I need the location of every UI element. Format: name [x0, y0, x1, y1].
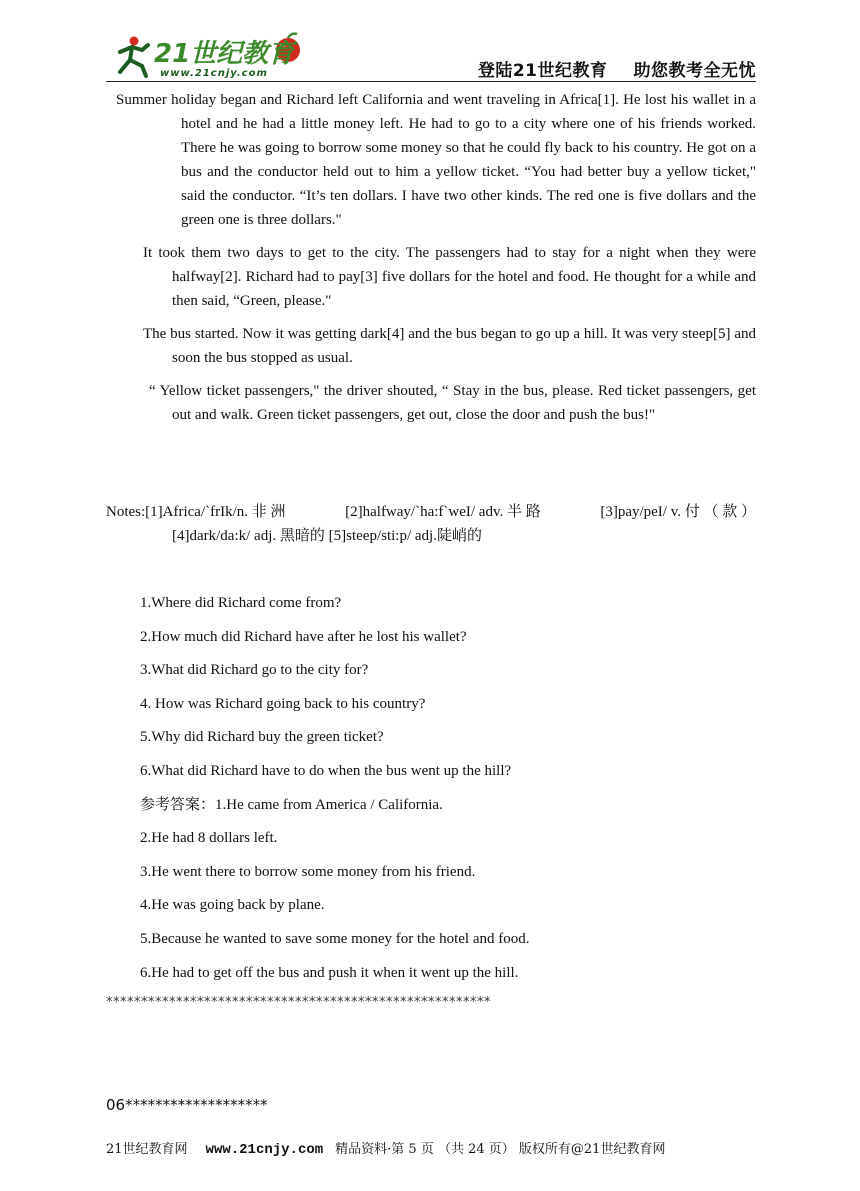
- note-item: [2]halfway/`ha:f`weI/ adv. 半 路: [345, 504, 541, 520]
- footer-right: 精品资料·第 5 页 （共 24 页） 版权所有@21世纪教育网: [335, 1142, 666, 1157]
- divider-stars: *******************************************************: [106, 995, 491, 1010]
- question-item: 4. How was Richard going back to his country?: [140, 695, 426, 712]
- question-item: 3.What did Richard go to the city for?: [140, 662, 369, 679]
- logo-url-text: www.21cnjy.com: [160, 68, 268, 79]
- questions-and-answers: [140, 591, 760, 994]
- logo: [112, 32, 308, 80]
- header-divider: [106, 81, 756, 82]
- notes-line-2: [4]dark/da:k/ adj. 黑暗的 [5]steep/sti:p/ adj.陡峭的: [172, 528, 482, 544]
- header-slogan-right: 助您教考全无忧: [633, 61, 756, 81]
- answer-item: 6.He had to get off the bus and push it when it went up the hill.: [140, 964, 519, 981]
- answer-item: 2.He had 8 dollars left.: [140, 830, 278, 847]
- question-item: 1.Where did Richard come from?: [140, 595, 342, 611]
- story-passage: [106, 88, 756, 436]
- question-item: 2.How much did Richard have after he lost his wallet?: [140, 628, 467, 645]
- story-paragraph-1: Summer holiday began and Richard left California and went traveling in Africa[1]. He lost his wallet in a hotel and he had a little money left. He had to go to a city where one of his friends worked. There he was going to borrow some money so that he could fly back to his country. He got on a bus and the conductor held out to him a yellow ticket. “You had better buy a yellow ticket," said the conductor. “It’s ten dollars. I have two other kinds. The red one is five dollars and the green one is three dollars.": [116, 92, 756, 228]
- page-header: [106, 30, 756, 82]
- story-paragraph-2: It took them two days to get to the city. The passengers had to stay for a night when they were halfway[2]. Richard had to pay[3] five dollars for the hotel and food. He thought for a while and then said, “Green, please.": [143, 245, 756, 309]
- question-item: 5.Why did Richard buy the green ticket?: [140, 729, 384, 746]
- note-item: [1]Africa/`frIk/n. 非 洲: [145, 504, 286, 520]
- answers-label: 参考答案：: [140, 796, 216, 813]
- question-item: 6.What did Richard have to do when the bus went up the hill?: [140, 762, 512, 779]
- note-item: [3]pay/peI/ v. 付 （ 款 ）: [600, 504, 756, 520]
- footer-left: 21世纪教育网: [106, 1142, 188, 1157]
- answer-item: 5.Because he wanted to save some money for the hotel and food.: [140, 930, 530, 947]
- notes-label: Notes:: [106, 504, 146, 520]
- answer-text: 1.He came from America / California.: [215, 796, 443, 813]
- header-slogan: [478, 56, 756, 81]
- vocabulary-notes: [106, 500, 756, 548]
- header-slogan-left: 登陆21世纪教育: [477, 61, 608, 81]
- logo-text: 21世纪教育: [154, 39, 295, 69]
- section-marker: 06*******************: [106, 1096, 268, 1114]
- notes-line-1: [106, 500, 756, 524]
- answer-item: 3.He went there to borrow some money from his friend.: [140, 863, 476, 880]
- answer-item: 4.He was going back by plane.: [140, 897, 325, 914]
- running-figure-icon: [120, 37, 148, 77]
- page-footer: [106, 1138, 665, 1158]
- answer-item: [140, 793, 760, 827]
- footer-site-link[interactable]: www.21cnjy.com: [205, 1142, 324, 1158]
- story-paragraph-3: The bus started. Now it was getting dark[4] and the bus began to go up a hill. It was very steep[5] and soon the bus stopped as usual.: [143, 326, 756, 366]
- story-paragraph-4: “ Yellow ticket passengers," the driver shouted, “ Stay in the bus, please. Red ticket passengers, get out and walk. Green ticket passengers, get out, close the door and push the bus!": [149, 383, 756, 423]
